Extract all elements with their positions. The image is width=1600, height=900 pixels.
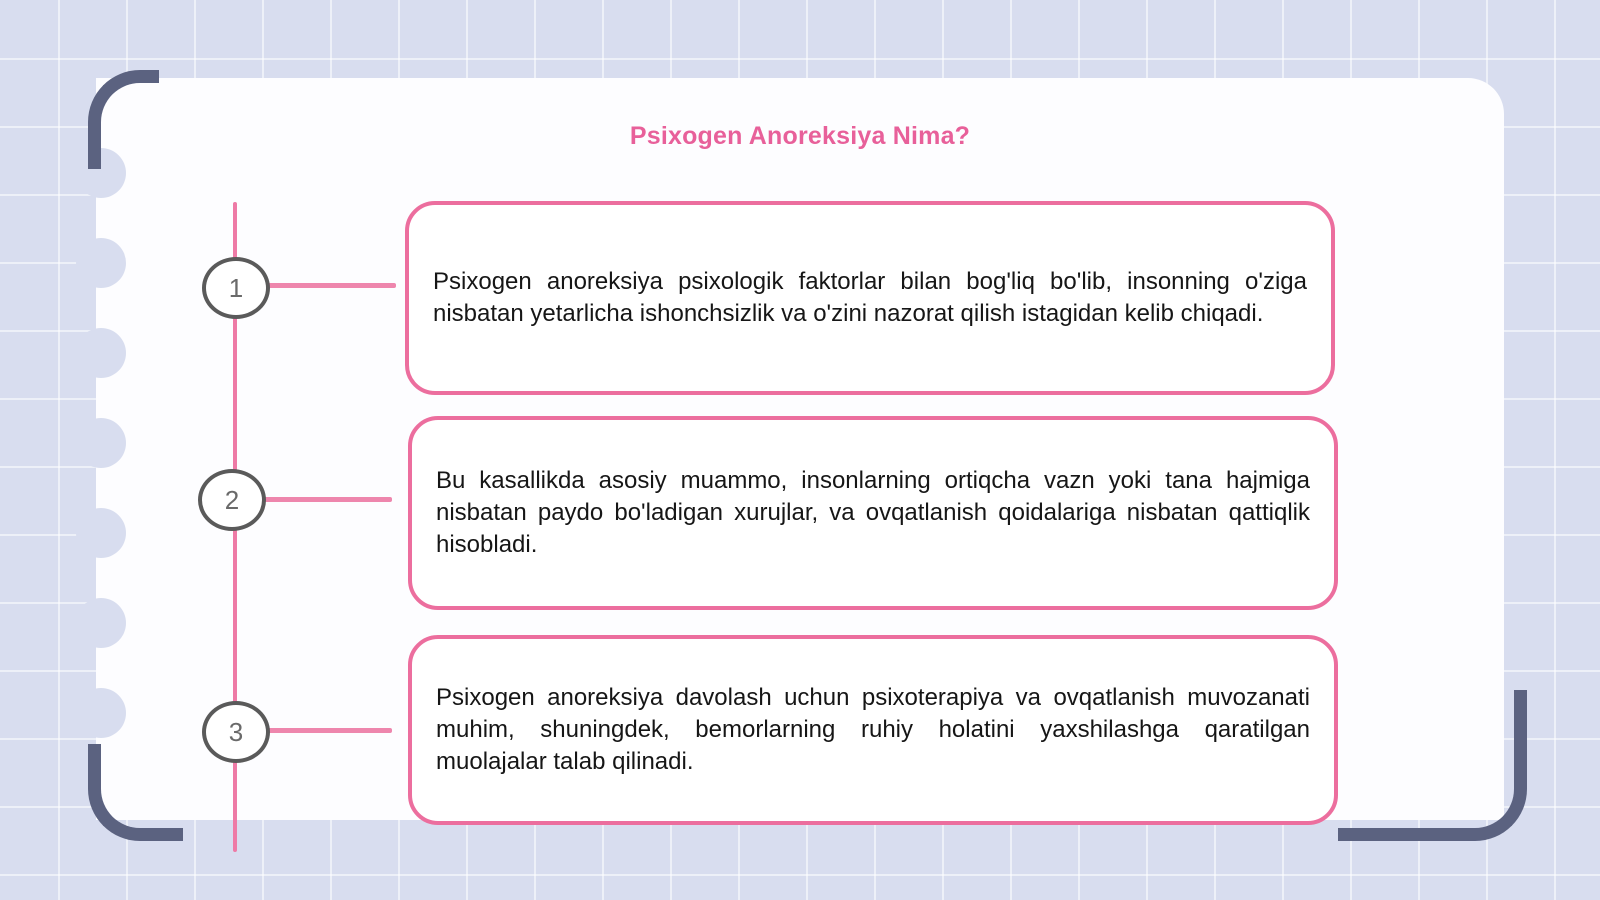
timeline-marker-2: 2 [198,469,266,531]
info-box-2 [408,416,1338,610]
notebook-scallop [76,688,126,738]
notebook-scallop [76,508,126,558]
timeline-marker-1: 1 [202,257,270,319]
notebook-scallop [76,238,126,288]
bracket-corner-bottom-left [88,744,183,841]
info-box-1 [405,201,1335,395]
notebook-scallop [76,418,126,468]
notebook-scallop [76,598,126,648]
info-box-text-1: Psixogen anoreksiya psixologik faktorlar bilan bog'liq bo'lib, insonning o'ziga nisbatan yetarlicha ishonchsizlik va o'zini nazorat qilish istagidan kelib chiqadi. [433,268,1307,327]
bracket-corner-bottom-right [1338,690,1527,841]
slide-title: Psixogen Anoreksiya Nima? [629,122,971,150]
timeline-connector-2 [262,497,392,502]
timeline-marker-3: 3 [202,701,270,763]
info-box-text-2: Bu kasallikda asosiy muammo, insonlarning ortiqcha vazn yoki tana hajmiga nisbatan paydo bo'ladigan xurujlar, va ovqatlanish qoidalariga nisbatan qattiqlik hisobladi. [436,467,1310,558]
timeline-connector-1 [266,283,396,288]
info-box-3 [408,635,1338,825]
info-box-text-3: Psixogen anoreksiya davolash uchun psixoterapiya va ovqatlanish muvozanati muhim, shuningdek, bemorlarning ruhiy holatini yaxshilashga qaratilgan muolajalar talab qilinadi. [436,684,1310,775]
timeline-connector-3 [266,728,392,733]
notebook-scallop [76,328,126,378]
